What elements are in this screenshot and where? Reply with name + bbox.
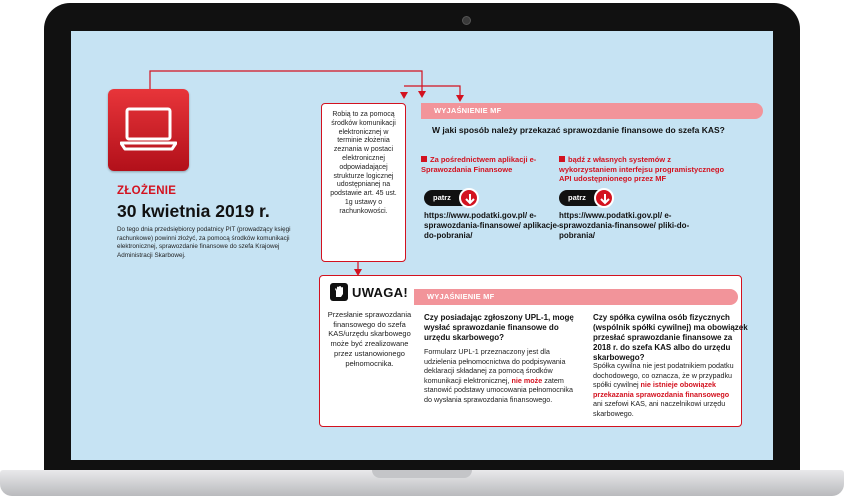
link-api-download[interactable]: https://www.podatki.gov.pl/ e-sprawozdania-finansowe/ pliki-do-pobrania/	[559, 211, 690, 240]
mf-explanation-badge: WYJAŚNIENIE MF	[421, 103, 763, 119]
warning-hand-icon	[330, 283, 348, 301]
answer-text: Formularz UPL-1 przeznaczony jest dla udzielenia pełnomocnictwa do podpisywania deklaracji składanej za pomocą środków komunikacji elektronicznej,	[424, 347, 566, 385]
link-app-download[interactable]: https://www.podatki.gov.pl/ e-sprawozdania-finansowe/ aplikacje-do-pobrania/	[424, 211, 560, 240]
answer-highlight: nie może	[511, 375, 543, 385]
answer-text: ani szefowi KAS, ani naczelnikowi urzędu skarbowego.	[593, 399, 726, 418]
option-app-label: Za pośrednictwem aplikacji e-Sprawozdania Finansowe	[421, 155, 537, 174]
laptop-base	[0, 470, 844, 496]
faq-answer-civil-partnership	[593, 361, 738, 419]
see-tag: patrz	[559, 190, 611, 206]
faq-question-upl1: Czy posiadając zgłoszony UPL-1, mogę wysłać sprawozdanie finansowe do urzędu skarbowego?	[424, 313, 574, 342]
arrow-down-icon	[459, 188, 479, 208]
camera-icon	[462, 16, 471, 25]
faq-question-civil-partnership: Czy spółka cywilna osób fizycznych (wspólnik spółki cywilnej) ma obowiązek przesłać sprawozdanie finansowe za 2018 r. do szefa KAS albo do urzędu skarbowego?	[593, 313, 748, 362]
arrow-down-icon	[594, 188, 614, 208]
deadline-description: Do tego dnia przedsiębiorcy podatnicy PIT (prowadzący księgi rachunkowe) powinni złożyć, za pomocą środków komunikacji elektronicznej, sprawozdanie finansowe do szefa Krajowej Administracji Skarbowej.	[117, 226, 291, 259]
option-app	[421, 155, 551, 174]
faq-answer-upl1	[424, 347, 582, 405]
option-api-label: bądź z własnych systemów z wykorzystaniem interfejsu programistycznego API udostępnionego przez MF	[559, 155, 725, 183]
laptop-icon	[108, 89, 189, 171]
section-label: ZŁOŻENIE	[117, 185, 177, 197]
attention-title: UWAGA!	[352, 285, 408, 300]
answer-text: Spółka cywilna nie jest podatnikiem podatku dochodowego, co oznacza, że w przypadku spółki cywilnej	[593, 361, 734, 390]
mf-explanation-badge: WYJAŚNIENIE MF	[414, 289, 738, 305]
laptop-notch	[372, 470, 472, 478]
submission-method-card	[321, 103, 406, 262]
mf-question: W jaki sposób należy przekazać sprawozdanie finansowe do szefa KAS?	[432, 125, 725, 135]
infographic-screen	[71, 31, 773, 460]
attention-text: Przesłanie sprawozdania finansowego do szefa KAS/urzędu skarbowego może być zrealizowane przez ustanowionego pełnomocnika.	[327, 310, 412, 368]
submission-method-text: Robią to za pomocą środków komunikacji elektronicznej w terminie złożenia zeznania w postaci elektronicznej odpowiadającej strukturze logicznej udostępnianej na podstawie art. 45 ust. 1g ustawy o rachunkowości.	[330, 111, 397, 215]
see-tag: patrz	[424, 190, 476, 206]
deadline-date: 30 kwietnia 2019 r.	[117, 201, 270, 221]
option-api	[559, 155, 729, 184]
answer-text: zatem stanowić podstawy umocowania pełnomocnika do wysłania sprawozdania finansowego.	[424, 375, 574, 404]
answer-highlight: nie istnieje obowiązek przekazania sprawozdania finansowego	[593, 380, 730, 399]
